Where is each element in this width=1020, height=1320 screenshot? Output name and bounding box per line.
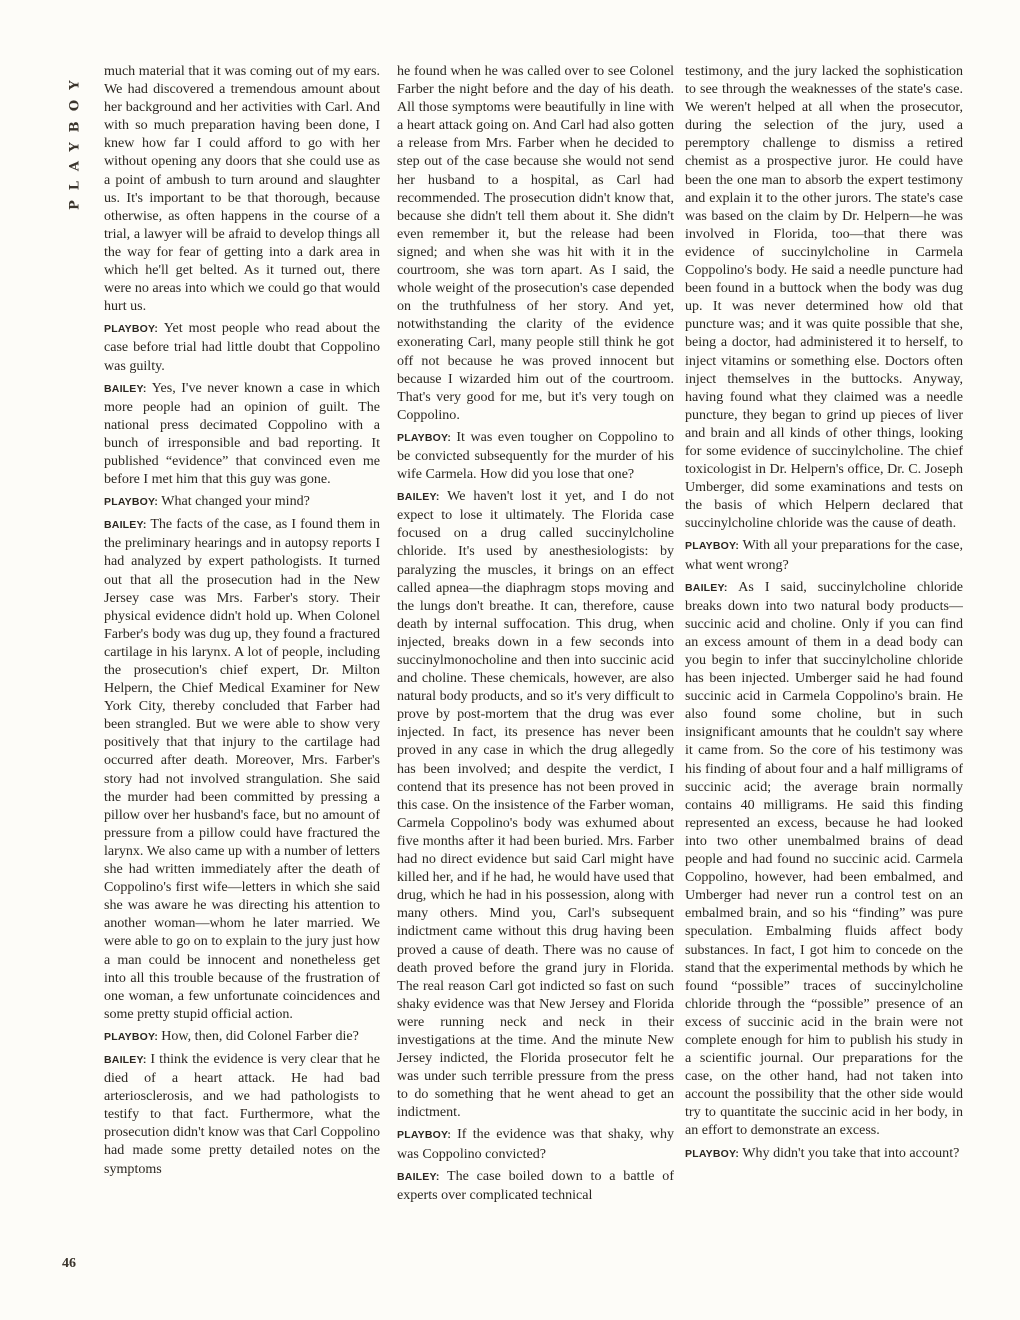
paragraph-text: much material that it was coming out of my ears. We had discovered a tremendous amount about her background and her activities with Carl. And with so much preparation having been done, I knew how far I could afford to go with her without opening any doors that she could use as a point of ambush to turn around and slaughter us. It's important to be that thorough, because otherwise, as often happens in the course of a trial, a lawyer will be afraid to develop things all the way for fear of getting into a dark area in which he'll get belted. As it turned out, there were no areas into which we could go that would hurt us. — [104, 63, 380, 315]
speaker-label: PLAYBOY: — [397, 1129, 452, 1142]
speaker-label: PLAYBOY: — [104, 1030, 159, 1043]
interview-paragraph — [397, 62, 674, 424]
interview-paragraph — [397, 428, 674, 483]
speaker-label: PLAYBOY: — [685, 540, 740, 553]
speaker-label: BAILEY: — [685, 581, 728, 594]
speaker-label: PLAYBOY: — [104, 323, 159, 336]
text-column-1 — [104, 62, 380, 1294]
paragraph-text: What changed your mind? — [161, 493, 310, 510]
interview-paragraph — [685, 578, 963, 1140]
paragraph-text: As I said, succinylcholine chloride breaks down into two natural body products—succinic acid and choline. Only if you can find an excess amount of them in a dead body can you begin to infer that succinylcholine chloride has been injected. Umberger said he had found succinic acid in Carmela Coppolino's brain. He also found some choline, but in such insignificant amounts that he couldn't say where it came from. So the core of his testimony was his finding of about four and a half milligrams of succinic acid; the average brain normally contains 40 milligrams. He said this finding represented an excess, because he had looked into two other unembalmed brains of dead people and had found no succinic acid. Carmela Coppolino, however, had been embalmed, and Umberger had never run a control test on an embalmed brain, and so his “finding” was pure speculation. Embalming fluids affect body substances. In fact, I got him to concede on the stand that the experimental methods by which he found “possible” traces of succinylcholine chloride through the “possible” presence of an excess of succinic acid in the brain were not complete enough for him to publish his study in a scientific journal. Our preparations for the case, on the other hand, had not taken into account the possibility that the other side would try to quantitate the succinic acid in her body, in an effort to demonstrate an excess. — [685, 578, 963, 1139]
paragraph-text: With all your preparations for the case, what went wrong? — [685, 537, 963, 573]
magazine-masthead: PLAYBOY — [67, 70, 83, 210]
paragraph-text: Yet most people who read about the case before trial had little doubt that Coppolino was guilty. — [104, 320, 380, 374]
interview-paragraph — [104, 379, 380, 489]
speaker-label: PLAYBOY: — [104, 496, 159, 509]
interview-paragraph — [397, 1167, 674, 1204]
paragraph-text: We haven't lost it yet, and I do not expect to lose it ultimately. The Florida case focused on a drug called succinylcholine chloride. It's used by anesthesiologists: by paralyzing the muscles, it brings on an effect called apnea—the diaphragm stops moving and the lungs don't breathe. It can, therefore, cause death by internal suffocation. This drug, when injected, breaks down in a few seconds into succinylmonocholine and then into succinic acid and choline. These chemicals, however, are also natural body products, and so it's very difficult to prove by post-mortem that the drug was ever injected. In fact, its presence has never been proved in any case in which the drug allegedly has been involved; and despite the verdict, I contend that its presence has not been proved in this case. On the insistence of the Farber woman, Carmela Coppolino's body was exhumed about five months after it had been buried. Mrs. Farber had no direct evidence but said Carl might have killed her, and if he had, he would have used that drug, which he had in his possession, along with many others. Mind you, Carl's subsequent indictment came without this drug having been proved a cause of death. There was no cause of death proved before the grand jury in Florida. The real reason Carl got indicted so fast on such shaky evidence was that New Jersey and Florida were running neck and neck in their investigations at the time. And the minute New Jersey indicted, the Florida prosecutor felt he was under such terrible pressure from the press to do something that he went ahead to get an indictment. — [397, 488, 674, 1121]
speaker-label: PLAYBOY: — [685, 1147, 740, 1160]
interview-paragraph — [104, 492, 380, 511]
paragraph-text: Why didn't you take that into account? — [742, 1144, 960, 1161]
interview-paragraph — [104, 319, 380, 374]
speaker-label: BAILEY: — [397, 491, 440, 504]
paragraph-text: How, then, did Colonel Farber die? — [161, 1027, 359, 1044]
interview-paragraph — [685, 62, 963, 532]
speaker-label: BAILEY: — [104, 1053, 147, 1066]
paragraph-text: testimony, and the jury lacked the sophistication to see through the weaknesses of the state's case. We weren't helped at all when the prosecutor, during the selection of the jury, used a peremptory challenge to dismiss a retired chemist as a prospective juror. He could have been the one man to absorb the expert testimony and explain it to the other jurors. The state's case was based on the claim by Dr. Helpern—he was involved in Florida, too—that there was evidence of succinylcholine in Carmela Coppolino's body. He said a needle puncture had been found in a buttock when the body was dug up. It was never determined how old that puncture was; and it was quite possible that she, being a doctor, had administered it to herself, to inject vitamins or something else. Doctors often inject themselves in the buttocks. Anyway, having found what they claimed was a needle puncture, they began to grind up pieces of liver and brain and all kinds of other things, looking for some evidence of succinylcholine. The chief toxicologist in Dr. Helpern's office, Dr. C. Joseph Umberger, did some examinations and tests on the basis of which Helpern declared that succinylcholine chloride was the cause of death. — [685, 63, 963, 532]
interview-paragraph — [397, 1125, 674, 1162]
paragraph-text: I think the evidence is very clear that he died of a heart attack. He had bad arteriosclerosis, and we had pathologists to testify to that fact. Furthermore, what the prosecution didn't know was that Carl Coppolino had made some pretty detailed notes on the symptoms — [104, 1050, 380, 1177]
paragraph-text: Yes, I've never known a case in which more people had an opinion of guilt. The national press decimated Coppolino with a bunch of irresponsible and bad reporting. It published “evidence” that convinced even me before I met him that this guy was gone. — [104, 379, 380, 488]
interview-paragraph — [104, 1050, 380, 1178]
interview-paragraph — [685, 1144, 963, 1163]
interview-paragraph — [104, 1027, 380, 1046]
paragraph-text: It was even tougher on Coppolino to be convicted subsequently for the murder of his wife Carmela. How did you lose that one? — [397, 428, 674, 483]
text-column-2 — [397, 62, 674, 1294]
speaker-label: BAILEY: — [104, 519, 147, 532]
page-number: 46 — [62, 1256, 76, 1271]
speaker-label: BAILEY: — [104, 382, 147, 395]
interview-paragraph — [104, 515, 380, 1023]
paragraph-text: If the evidence was that shaky, why was Coppolino convicted? — [397, 1126, 674, 1162]
interview-paragraph — [104, 62, 380, 315]
interview-paragraph — [685, 536, 963, 573]
paragraph-text: The facts of the case, as I found them in the preliminary hearings and in autopsy reports I had analyzed by expert pathologists. It turned out that all the prosecution had in the New Jersey case was Mrs. Farber's story. Their physical evidence didn't hold up. When Colonel Farber's body was dug up, they found a fractured cartilage in his larynx. A lot of people, including the prosecution's chief expert, Dr. Milton Helpern, the Chief Medical Examiner for New York City, thereby concluded that Farber had been strangled. But we were able to show very positively that that injury to the cartilage had occurred after death. Moreover, Mrs. Farber's story had not involved strangulation. She said the murder had been committed by pressing a pillow over her husband's face, but no amount of pressure from a pillow could have fractured the larynx. We also came up with a number of letters she had written immediately after the death of Coppolino's first wife—letters in which she said she was aware he was directing his attention to another woman—whom he later married. We were able to go on to explain to the jury just how a man could be innocent and nonetheless get into all this trouble because of the frustration of one woman, a few unfortunate coincidences and some pretty stupid official action. — [104, 516, 380, 1022]
paragraph-text: he found when he was called over to see Colonel Farber the night before and the day of his death. All those symptoms were beautifully in line with a heart attack going on. And Carl had also gotten a release from Mrs. Farber when he decided to step out of the case because she would not send her husband to a hospital, as Carl had recommended. The prosecution didn't know that, because she didn't tell them about it. She didn't even remember it, but the release had been signed; and when she was hit with it in the courtroom, she was torn apart. As I said, the whole weight of the prosecution's case depended on the truthfulness of her story. And yet, notwithstanding the clarity of the evidence exonerating Carl, many people still think he got off not because he was proved innocent but because I wizarded him out of the courtroom. That's very good for me, but it's very tough on Coppolino. — [397, 63, 674, 423]
paragraph-text: The case boiled down to a battle of experts over complicated technical — [397, 1167, 674, 1203]
speaker-label: BAILEY: — [397, 1170, 440, 1183]
text-column-3 — [685, 62, 963, 1294]
speaker-label: PLAYBOY: — [397, 431, 452, 444]
interview-paragraph — [397, 487, 674, 1121]
